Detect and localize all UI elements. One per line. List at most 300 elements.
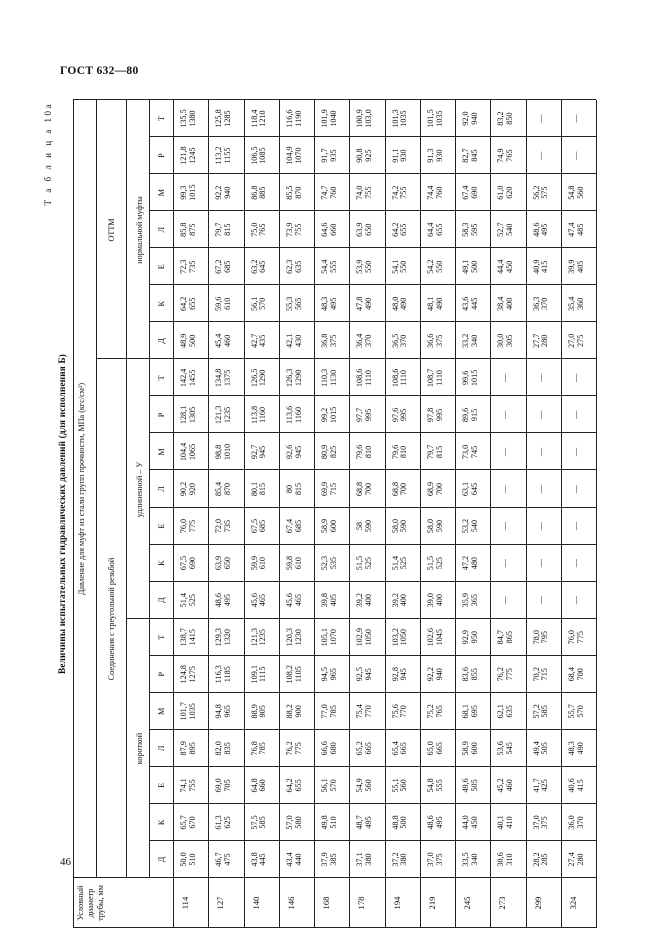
pressure-cell	[392, 470, 410, 507]
pressure-cell	[356, 322, 374, 359]
pressure-kgf: 550	[434, 260, 444, 273]
pressure-kgf: 1110	[364, 369, 374, 386]
pressure-kgf: 570	[258, 297, 268, 310]
pressure-cell	[537, 396, 546, 433]
pressure-cell	[501, 359, 510, 396]
pressure-kgf: 500	[469, 260, 479, 273]
pressure-kgf: 590	[364, 519, 374, 533]
pressure-cell	[215, 508, 233, 545]
pressure-cell	[286, 767, 304, 804]
pressure-cell	[180, 174, 198, 211]
pressure-kgf: 1015	[469, 369, 479, 387]
strength-group-header: Т	[157, 634, 166, 640]
pressure-mpa: 47,2	[461, 555, 470, 571]
pressure-mpa: 75,2	[425, 704, 435, 719]
pressure-kgf: 1320	[223, 629, 233, 646]
pressure-mpa: 101,9	[320, 109, 329, 128]
pressure-cell	[215, 100, 233, 137]
pressure-kgf: 950	[469, 631, 479, 644]
pressure-kgf: 930	[399, 149, 409, 162]
pressure-kgf: 865	[505, 631, 515, 644]
pressure-kgf: 540	[505, 223, 515, 236]
pressure-mpa: 94,5	[320, 667, 329, 682]
pressure-cell	[568, 211, 586, 248]
pressure-cell	[392, 545, 410, 582]
pressure-mpa: 35,9	[461, 592, 470, 608]
pressure-mpa: 99,2	[320, 407, 329, 423]
pressure-cell	[251, 804, 269, 841]
pressure-mpa: 88,9	[249, 704, 259, 719]
pressure-mpa: 58,0	[425, 518, 435, 534]
pressure-mpa: 116,6	[284, 109, 294, 128]
pressure-mpa: 72,0	[214, 518, 224, 534]
pressure-cell	[286, 100, 304, 137]
pressure-cell	[497, 211, 515, 248]
pressure-kgf: 560	[364, 779, 374, 792]
pressure-cell	[462, 359, 480, 396]
pressure-cell	[572, 433, 581, 470]
pressure-kgf: 1035	[434, 110, 444, 127]
pressure-kgf: 815	[293, 482, 303, 496]
pressure-cell	[251, 841, 269, 878]
pressure-cell	[537, 508, 546, 545]
pressure-mpa: 58,9	[461, 741, 470, 756]
pressure-cell	[497, 174, 515, 211]
pressure-mpa: 75,6	[390, 704, 400, 719]
pressure-cell	[180, 359, 198, 396]
pressure-cell	[427, 433, 445, 470]
pressure-kgf: 490	[575, 742, 585, 755]
pressure-mpa: 121,8	[179, 146, 188, 165]
pressure-cell	[356, 211, 374, 248]
pressure-mpa: —	[570, 559, 580, 568]
pressure-kgf: 535	[328, 556, 338, 570]
pressure-mpa: 53,2	[461, 518, 470, 534]
pressure-mpa: 92,6	[284, 444, 294, 460]
pressure-cell	[427, 359, 445, 396]
pressure-mpa: 65,2	[355, 741, 365, 756]
document-header: ГОСТ 632—80	[60, 65, 139, 77]
pressure-mpa: 39,9	[566, 259, 576, 274]
pressure-kgf: 490	[434, 297, 444, 310]
pressure-cell	[180, 619, 198, 656]
ottm-header: ОТТМ	[107, 218, 116, 242]
pressure-cell	[215, 841, 233, 878]
pressure-cell	[427, 619, 445, 656]
pressure-cell	[462, 322, 480, 359]
pressure-cell	[180, 433, 198, 470]
pressure-cell	[180, 137, 198, 174]
pressure-kgf: 810	[399, 445, 409, 459]
pressure-mpa: —	[535, 373, 545, 382]
pressure-cell	[533, 656, 551, 693]
pressure-cell	[392, 285, 410, 322]
pressure-kgf: 765	[434, 705, 444, 718]
grid-line	[455, 100, 456, 928]
pressure-kgf: 310	[505, 853, 515, 866]
pressure-cell	[321, 470, 339, 507]
pressure-mpa: 135,5	[179, 109, 188, 128]
pressure-cell	[462, 248, 480, 285]
pressure-mpa: —	[570, 151, 580, 160]
pressure-mpa: 110,3	[320, 368, 329, 387]
pressure-kgf: 815	[258, 482, 268, 496]
pressure-cell	[180, 470, 198, 507]
pressure-cell	[568, 730, 586, 767]
pressure-mpa: 101,7	[179, 702, 188, 721]
pressure-kgf: 575	[540, 186, 550, 199]
pressure-kgf: 940	[469, 112, 479, 125]
pressure-cell	[286, 433, 304, 470]
pressure-mpa: 50,0	[179, 852, 188, 867]
pressure-cell	[356, 285, 374, 322]
pressure-cell	[251, 656, 269, 693]
pressure-mpa: 51,5	[425, 555, 435, 571]
pressure-kgf: 1380	[187, 110, 197, 127]
pressure-mpa: 82,7	[461, 148, 470, 163]
pressure-mpa: —	[535, 114, 545, 123]
pressure-kgf: 760	[328, 186, 338, 199]
pressure-mpa: 87,9	[179, 741, 188, 756]
pressure-cell	[392, 730, 410, 767]
pressure-kgf: 1235	[258, 629, 268, 646]
pressure-mpa: 39,2	[390, 592, 400, 608]
pressure-kgf: 340	[469, 334, 479, 347]
pressure-cell	[215, 730, 233, 767]
pressure-kgf: 900	[293, 705, 303, 718]
pressure-kgf: 945	[399, 668, 409, 681]
pressure-kgf: 103,0	[364, 109, 374, 128]
pressure-mpa: 55,7	[566, 704, 576, 719]
pressure-kgf: 510	[328, 816, 338, 829]
pressure-kgf: 755	[399, 186, 409, 199]
grid-line	[279, 100, 280, 928]
pressure-cell	[356, 508, 374, 545]
pressure-kgf: 610	[223, 297, 233, 310]
pressure-mpa: 54,9	[355, 778, 365, 793]
pressure-mpa: 27,7	[531, 333, 541, 348]
diameter-header-line1: Условный	[76, 885, 85, 921]
pressure-cell	[497, 100, 515, 137]
pressure-cell	[501, 433, 510, 470]
pressure-mpa: 56,1	[320, 778, 329, 793]
pressure-cell	[427, 470, 445, 507]
pressure-mpa: 86,8	[249, 185, 259, 200]
pressure-kgf: 775	[293, 742, 303, 755]
pressure-cell	[286, 248, 304, 285]
pressure-mpa: 58,9	[320, 518, 329, 534]
pressure-mpa: 63,2	[249, 259, 259, 274]
pressure-kgf: 400	[399, 594, 409, 607]
pipe-diameter: 178	[356, 896, 367, 910]
pressure-kgf: 360	[575, 297, 585, 310]
pressure-cell	[537, 470, 546, 507]
pressure-kgf: 920	[187, 482, 197, 496]
pressure-cell	[286, 545, 304, 582]
pressure-kgf: 815	[434, 445, 444, 459]
pressure-mpa: 44,0	[461, 815, 470, 830]
pressure-kgf: 525	[434, 556, 444, 570]
pressure-cell	[356, 396, 374, 433]
pressure-cell	[215, 248, 233, 285]
pressure-kgf: 660	[328, 223, 338, 236]
pressure-kgf: 400	[364, 594, 374, 607]
strength-group-header: Р	[157, 153, 166, 158]
pressure-cell	[568, 693, 586, 730]
triangular-thread-header: Соединения с треугольной резьбой	[107, 557, 116, 681]
pressure-mpa: 74,7	[320, 185, 329, 200]
pressure-mpa: 92,8	[390, 667, 400, 682]
pressure-kgf: 965	[223, 705, 233, 718]
pressure-mpa: 92,7	[249, 444, 259, 460]
pressure-mpa: 102,9	[355, 627, 365, 647]
pressure-kgf: 1275	[187, 666, 197, 683]
pressure-mpa: 101,3	[390, 109, 400, 128]
pressure-cell	[533, 804, 551, 841]
pipe-diameter: 324	[567, 896, 578, 910]
pressure-mpa: 103,2	[390, 627, 400, 647]
pressure-cell	[356, 693, 374, 730]
pressure-kgf: 940	[434, 668, 444, 681]
pressure-mpa: 74,2	[390, 185, 400, 200]
pressure-kgf: 1305	[187, 406, 197, 424]
pressure-cell	[572, 396, 581, 433]
pressure-mpa: —	[570, 596, 580, 605]
pressure-cell	[286, 470, 304, 507]
pressure-cell	[251, 359, 269, 396]
pressure-kgf: 1070	[293, 147, 303, 164]
pressure-cell	[462, 285, 480, 322]
pressure-mpa: 101,5	[425, 109, 435, 128]
pressure-kgf: 450	[469, 816, 479, 829]
strength-group-header: М	[157, 189, 166, 197]
pressure-cell	[180, 396, 198, 433]
pressure-kgf: 655	[399, 223, 409, 236]
pressure-kgf: 1130	[328, 369, 338, 386]
pressure-cell	[286, 137, 304, 174]
strength-group-header: Е	[157, 523, 166, 529]
grid-line	[73, 927, 596, 928]
pressure-mpa: 48,9	[179, 333, 188, 348]
pressure-mpa: —	[500, 559, 510, 568]
pressure-mpa: 138,7	[179, 627, 188, 647]
grid-line	[314, 100, 315, 928]
pressure-mpa: 68,4	[566, 667, 576, 682]
pressure-kgf: 685	[223, 260, 233, 273]
strength-group-header: Е	[157, 264, 166, 270]
pressure-mpa: 59,9	[249, 555, 259, 571]
pressure-mpa: 51,4	[390, 555, 400, 571]
grid-line	[385, 100, 386, 928]
pressure-mpa: 48,8	[390, 815, 400, 830]
pressure-mpa: 76,2	[284, 741, 294, 756]
pressure-kgf: 405	[328, 594, 338, 607]
pressure-kgf: 375	[540, 816, 550, 829]
pressure-mpa: —	[500, 484, 510, 494]
pressure-cell	[392, 211, 410, 248]
pressure-kgf: 525	[399, 556, 409, 570]
pressure-mpa: 62,3	[284, 259, 294, 274]
pressure-kgf: 885	[258, 186, 268, 199]
pressure-mpa: 120,3	[284, 627, 294, 647]
pressure-kgf: 705	[223, 779, 233, 792]
pressure-cell	[427, 730, 445, 767]
pressure-kgf: 625	[223, 816, 233, 829]
pressure-mpa: 83,2	[496, 111, 506, 126]
pressure-cell	[427, 841, 445, 878]
pressure-cell	[537, 137, 546, 174]
pressure-cell	[321, 174, 339, 211]
pressure-mpa: 53,6	[496, 741, 506, 756]
pressure-kgf: 1190	[293, 110, 303, 127]
pressure-cell	[251, 396, 269, 433]
pressure-cell	[321, 545, 339, 582]
pressure-kgf: 375	[434, 334, 444, 347]
pipe-diameter: 127	[215, 896, 226, 910]
pressure-cell	[251, 470, 269, 507]
pressure-kgf: 1065	[187, 443, 197, 461]
pressure-mpa: 48,3	[320, 296, 329, 311]
pressure-mpa: 75,0	[249, 222, 259, 237]
pressure-cell	[572, 582, 581, 619]
pressure-kgf: 550	[364, 260, 374, 273]
pressure-mpa: 73,0	[461, 444, 470, 460]
pressure-cell	[180, 508, 198, 545]
pressure-cell	[497, 767, 515, 804]
pressure-mpa: 85,5	[284, 185, 294, 200]
pressure-kgf: 445	[258, 853, 268, 866]
pressure-kgf: 1230	[293, 629, 303, 646]
pressure-cell	[497, 248, 515, 285]
pressure-mpa: 65,4	[390, 741, 400, 756]
pressure-kgf: 700	[434, 482, 444, 496]
pipe-diameter: 140	[250, 896, 261, 910]
pressure-mpa: 118,4	[249, 109, 259, 128]
pressure-cell	[392, 396, 410, 433]
pressure-kgf: 755	[187, 779, 197, 792]
pressure-cell	[321, 248, 339, 285]
pressure-cell	[251, 619, 269, 656]
pressure-mpa: 61,3	[214, 815, 224, 830]
pressure-cell	[251, 248, 269, 285]
pressure-kgf: 785	[258, 742, 268, 755]
pressure-cell	[533, 841, 551, 878]
pressure-cell	[497, 322, 515, 359]
pressure-mpa: 63,9	[355, 222, 365, 237]
pressure-mpa: 104,9	[284, 146, 294, 165]
pressure-cell	[501, 508, 510, 545]
pressure-kgf: 600	[328, 519, 338, 533]
pressure-mpa: 48,6	[531, 222, 541, 237]
pressure-mpa: —	[535, 484, 545, 494]
pressure-mpa: 92,9	[461, 630, 470, 645]
pressure-cell	[392, 804, 410, 841]
pressure-mpa: 61,0	[496, 185, 506, 200]
pressure-mpa: 67,2	[214, 259, 224, 274]
pressure-mpa: —	[570, 114, 580, 123]
pressure-mpa: 56,2	[531, 185, 541, 200]
pressure-kgf: 620	[505, 186, 515, 199]
pressure-mpa: 27,4	[566, 852, 576, 867]
grid-line	[126, 100, 127, 878]
pressure-kgf: 700	[364, 482, 374, 496]
pressure-kgf: 715	[540, 668, 550, 681]
pressure-kgf: 400	[434, 594, 444, 607]
pressure-kgf: 510	[187, 853, 197, 866]
strength-group-header: К	[157, 301, 166, 307]
pressure-cell	[180, 730, 198, 767]
pressure-cell	[356, 767, 374, 804]
pressure-cell	[392, 656, 410, 693]
pressure-cell	[215, 619, 233, 656]
pressure-kgf: 690	[187, 556, 197, 570]
grid-line	[490, 100, 491, 928]
pressure-kgf: 945	[364, 668, 374, 681]
pressure-mpa: 28,2	[531, 852, 541, 867]
pressure-kgf: 925	[364, 149, 374, 162]
pressure-kgf: 495	[540, 223, 550, 236]
pressure-mpa: —	[500, 373, 510, 382]
pipe-diameter: 299	[532, 896, 543, 910]
pressure-mpa: 47,4	[566, 222, 576, 237]
pressure-mpa: 67,4	[461, 185, 470, 200]
pressure-mpa: 75,4	[355, 704, 365, 719]
strength-group-header: Л	[157, 226, 166, 233]
page-number: 46	[60, 856, 71, 868]
pressure-cell	[286, 396, 304, 433]
pressure-mpa: 38,4	[496, 296, 506, 311]
pressure-mpa: 42,1	[284, 333, 294, 348]
pressure-mpa: 63,9	[214, 555, 224, 571]
pipe-diameter: 245	[462, 896, 472, 910]
pressure-mpa: 40,9	[531, 259, 541, 274]
pressure-kgf: 665	[364, 742, 374, 755]
pressure-cell	[462, 211, 480, 248]
pressure-mpa: 33,2	[461, 333, 470, 348]
pressure-mpa: 134,8	[214, 368, 224, 388]
pressure-kgf: 1010	[223, 443, 233, 461]
pressure-kgf: 600	[469, 742, 479, 755]
pressure-kgf: 1160	[293, 406, 303, 423]
pressure-kgf: 755	[364, 186, 374, 199]
pressure-cell	[462, 582, 480, 619]
pressure-mpa: 97,8	[425, 407, 435, 423]
pressure-mpa: 99,3	[179, 185, 188, 200]
pressure-kgf: 650	[364, 223, 374, 236]
pressure-kgf: 370	[575, 816, 585, 829]
pressure-cell	[286, 804, 304, 841]
pressure-kgf: 610	[258, 556, 268, 570]
pressure-mpa: 65,7	[179, 815, 188, 830]
pressure-mpa: 113,2	[214, 146, 224, 165]
pressure-cell	[427, 582, 445, 619]
pressure-mpa: 27,0	[566, 333, 576, 348]
pressure-cell	[215, 693, 233, 730]
pressure-kgf: 1040	[328, 110, 338, 127]
pressure-mpa: 58	[355, 521, 365, 531]
pressure-mpa: 51,4	[179, 592, 188, 608]
pressure-kgf: 775	[187, 519, 197, 533]
pressure-mpa: —	[535, 151, 545, 160]
pressure-kgf: 590	[399, 519, 409, 533]
pressure-cell	[356, 730, 374, 767]
pressure-kgf: 370	[399, 334, 409, 347]
pressure-kgf: 465	[293, 594, 303, 607]
extended-thread-header: удлиненной – У	[135, 461, 144, 518]
pressure-cell	[427, 322, 445, 359]
pressure-cell	[501, 545, 510, 582]
strength-group-header: Д	[157, 338, 166, 344]
